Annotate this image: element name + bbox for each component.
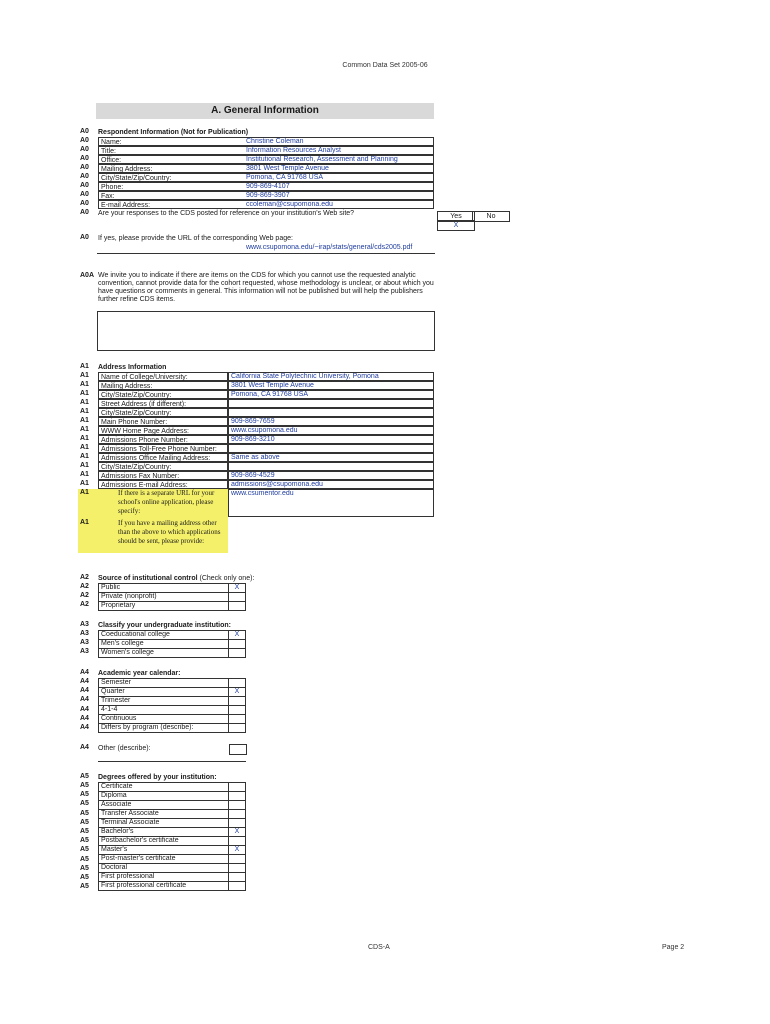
a1-row-label: City/State/Zip/Country: <box>98 390 228 399</box>
a0-heading: Respondent Information (Not for Publication) <box>98 129 249 136</box>
option-checkbox[interactable]: X <box>229 688 246 697</box>
a3-heading-text: Classify your undergraduate institution: <box>98 622 232 629</box>
option-label: 4-1-4 <box>99 706 229 715</box>
a1-row-value[interactable]: 3801 West Temple Avenue <box>231 382 314 389</box>
a1-code: A1 <box>80 390 89 397</box>
option-row <box>99 828 246 837</box>
option-checkbox[interactable]: X <box>229 828 246 837</box>
a2-heading-text: Source of institutional control <box>98 575 198 582</box>
a1-code: A1 <box>80 399 89 406</box>
a1-code: A1 <box>80 519 89 526</box>
option-checkbox[interactable] <box>229 649 246 658</box>
a4-code: A4 <box>80 669 89 676</box>
a1-row-value[interactable]: 909-869-7659 <box>231 418 275 425</box>
a5-code: A5 <box>80 809 89 817</box>
a4-code: A4 <box>80 696 89 704</box>
a0-code: A0 <box>80 173 89 180</box>
a0-code: A0 <box>80 200 89 207</box>
a0-row-label: Mailing Address: <box>98 164 434 173</box>
option-label: Bachelor's <box>99 828 229 837</box>
a1-row-value-cell[interactable] <box>228 462 434 471</box>
option-checkbox[interactable] <box>229 810 246 819</box>
a1-code: A1 <box>80 444 89 451</box>
divider <box>97 253 435 254</box>
option-label: Continuous <box>99 715 229 724</box>
option-label: Coeducational college <box>99 631 229 640</box>
option-checkbox[interactable] <box>229 783 246 792</box>
option-label: Associate <box>99 801 229 810</box>
a1-row-label: Admissions Fax Number: <box>98 471 228 480</box>
option-checkbox[interactable]: X <box>229 846 246 855</box>
a0-url-question: If yes, please provide the URL of the corresponding Web page: <box>98 235 293 242</box>
a1-row-label: WWW Home Page Address: <box>98 426 228 435</box>
a0-row-label: Title: <box>98 146 434 155</box>
option-label: Terminal Associate <box>99 819 229 828</box>
a0-code: A0 <box>80 155 89 162</box>
a1-code: A1 <box>80 363 89 370</box>
a0-row-label: Phone: <box>98 182 434 191</box>
option-row <box>99 819 246 828</box>
a0-code: A0 <box>80 146 89 153</box>
a4-other-line <box>98 761 246 762</box>
a1-row-value[interactable]: California State Polytechnic University, Pomona <box>231 373 379 380</box>
a0a-code: A0A <box>80 272 95 279</box>
section-title: A. General Information <box>96 103 434 119</box>
option-row <box>99 837 246 846</box>
a1-row-value[interactable]: 909-869-3210 <box>231 436 275 443</box>
option-row <box>99 715 246 724</box>
a4-heading-text: Academic year calendar: <box>98 670 181 677</box>
option-row <box>99 810 246 819</box>
option-label: Proprietary <box>99 602 229 611</box>
option-row <box>99 783 246 792</box>
a4-code: A4 <box>80 678 89 685</box>
option-row <box>99 649 246 658</box>
online-app-question: If there is a separate URL for your school's online application, please specify: <box>118 489 215 515</box>
a1-row-value[interactable]: Same as above <box>231 454 280 461</box>
a0-code: A0 <box>80 164 89 171</box>
a1-row-label: Mailing Address: <box>98 381 228 390</box>
a3-code: A3 <box>80 648 89 656</box>
option-row <box>99 873 246 882</box>
option-checkbox[interactable] <box>229 593 246 602</box>
a2-options-table <box>98 583 246 611</box>
a3-code: A3 <box>80 621 89 628</box>
a1-code: A1 <box>80 480 89 487</box>
a0-row-value[interactable]: Pomona, CA 91768 USA <box>246 174 324 181</box>
a4-code: A4 <box>80 724 89 731</box>
a1-row-value-cell[interactable] <box>228 444 434 453</box>
a3-options-table <box>98 630 246 658</box>
a1-row-label: City/State/Zip/Country: <box>98 462 228 471</box>
a1-row-value[interactable]: Pomona, CA 91768 USA <box>231 391 309 398</box>
a2-code: A2 <box>80 592 89 600</box>
option-row <box>99 640 246 649</box>
option-checkbox[interactable] <box>229 706 246 715</box>
a0-row-label: Office: <box>98 155 434 164</box>
a1-code: A1 <box>80 372 89 379</box>
a4-heading <box>98 669 181 678</box>
yes-option[interactable]: Yes <box>437 211 475 222</box>
a3-code: A3 <box>80 630 89 637</box>
option-label: First professional <box>99 873 229 882</box>
a0-web-question: Are your responses to the CDS posted for reference on your institution's Web site? <box>98 210 355 217</box>
a1-row-label: Admissions E-mail Address: <box>98 480 228 489</box>
a2-code: A2 <box>80 601 89 609</box>
a2-heading-note: (Check only one): <box>197 575 255 582</box>
option-checkbox[interactable] <box>229 679 246 688</box>
page-header: Common Data Set 2005-06 <box>342 62 428 69</box>
a5-code: A5 <box>80 874 89 881</box>
a0-row-value[interactable]: Institutional Research, Assessment and Planning <box>246 156 398 163</box>
option-checkbox[interactable] <box>229 819 246 828</box>
a1-code: A1 <box>80 426 89 433</box>
a0-row-value[interactable]: Christine Coleman <box>246 138 304 145</box>
option-checkbox[interactable] <box>229 864 246 873</box>
a4-other-label: Other (describe): <box>98 745 151 752</box>
no-option[interactable]: No <box>472 211 510 222</box>
yes-mark[interactable]: X <box>437 220 475 231</box>
a1-row-value-cell[interactable] <box>228 399 434 408</box>
a1-code: A1 <box>80 417 89 424</box>
option-row <box>99 697 246 706</box>
a1-row-label: City/State/Zip/Country: <box>98 408 228 417</box>
option-row <box>99 882 246 891</box>
a5-options-table <box>98 782 246 891</box>
option-label: Trimester <box>99 697 229 706</box>
option-checkbox[interactable]: X <box>229 631 246 640</box>
option-row <box>99 631 246 640</box>
a4-code: A4 <box>80 705 89 713</box>
option-checkbox[interactable] <box>229 855 246 864</box>
a1-code: A1 <box>80 381 89 388</box>
a5-code: A5 <box>80 782 89 789</box>
a5-code: A5 <box>80 864 89 872</box>
option-row <box>99 602 246 611</box>
a1-row-label: Main Phone Number: <box>98 417 228 426</box>
a4-code: A4 <box>80 744 89 751</box>
option-row <box>99 801 246 810</box>
a3-code: A3 <box>80 639 89 647</box>
a1-heading: Address Information <box>98 364 167 371</box>
a0-url-value[interactable]: www.csupomona.edu/~irap/stats/general/cds2005.pdf <box>246 244 413 251</box>
a5-code: A5 <box>80 773 89 780</box>
option-checkbox[interactable] <box>229 602 246 611</box>
a0-row-value[interactable]: 3801 West Temple Avenue <box>246 165 329 172</box>
a0-row-label: Name: <box>98 137 434 146</box>
option-checkbox[interactable]: X <box>229 584 246 593</box>
option-checkbox[interactable] <box>229 882 246 891</box>
option-label: Men's college <box>99 640 229 649</box>
a1-row-label: Admissions Toll-Free Phone Number: <box>98 444 228 453</box>
a1-code: A1 <box>80 453 89 460</box>
online-app-value[interactable]: www.csumentor.edu <box>231 490 294 497</box>
a0-code: A0 <box>80 209 89 216</box>
option-label: First professional certificate <box>99 882 229 891</box>
a5-code: A5 <box>80 846 89 854</box>
option-row <box>99 846 246 855</box>
option-checkbox[interactable] <box>229 792 246 801</box>
option-checkbox[interactable] <box>229 873 246 882</box>
a1-row-value[interactable]: 909-869-4529 <box>231 472 275 479</box>
a0-code: A0 <box>80 128 89 135</box>
option-row <box>99 679 246 688</box>
a1-row-label: Admissions Office Mailing Address: <box>98 453 228 462</box>
option-label: Transfer Associate <box>99 810 229 819</box>
a1-code: A1 <box>80 462 89 469</box>
a0-code: A0 <box>80 137 89 144</box>
a1-row-label: Street Address (if different): <box>98 399 228 408</box>
option-row <box>99 706 246 715</box>
a2-code: A2 <box>80 583 89 590</box>
option-label: Postbachelor's certificate <box>99 837 229 846</box>
option-row <box>99 855 246 864</box>
option-row <box>99 688 246 697</box>
a1-row-label: Admissions Phone Number: <box>98 435 228 444</box>
a0-code: A0 <box>80 234 89 241</box>
a4-code: A4 <box>80 687 89 695</box>
a0-row-label: City/State/Zip/Country: <box>98 173 434 182</box>
a0a-text: We invite you to indicate if there are items on the CDS for which you cannot use the requested analytic convention, cannot provide data for the cohort requested, whose methodology is unclear, or about which you have questions or comments in general. This information will not be published but will help the publishers further refine CDS items. <box>98 272 434 303</box>
a4-code: A4 <box>80 714 89 722</box>
option-checkbox[interactable] <box>229 801 246 810</box>
a1-row-value-cell[interactable] <box>228 408 434 417</box>
a5-code: A5 <box>80 883 89 891</box>
a0-row-value[interactable]: ccoleman@csupomona.edu <box>246 201 333 208</box>
option-label: Certificate <box>99 783 229 792</box>
option-label: Women's college <box>99 649 229 658</box>
option-row <box>99 792 246 801</box>
option-row <box>99 584 246 593</box>
a1-code: A1 <box>80 489 89 496</box>
option-row <box>99 593 246 602</box>
footer-center: CDS-A <box>368 944 390 951</box>
a1-row-value[interactable]: admissions@csupomona.edu <box>231 481 323 488</box>
a5-heading-text: Degrees offered by your institution: <box>98 774 217 781</box>
a5-code: A5 <box>80 791 89 799</box>
option-checkbox[interactable] <box>229 724 246 733</box>
a0-row-value[interactable]: 909-869-4107 <box>246 183 290 190</box>
a5-heading <box>98 773 217 782</box>
a2-heading <box>98 574 254 583</box>
option-label: Semester <box>99 679 229 688</box>
a0-code: A0 <box>80 191 89 198</box>
option-checkbox[interactable] <box>229 837 246 846</box>
footer-page: Page 2 <box>662 944 685 951</box>
a1-code: A1 <box>80 471 89 478</box>
a0-row-label: E-mail Address: <box>98 200 434 209</box>
option-checkbox[interactable] <box>229 715 246 724</box>
option-label: Differs by program (describe): <box>99 724 229 733</box>
a0-row-label: Fax: <box>98 191 434 200</box>
option-row <box>99 864 246 873</box>
option-label: Diploma <box>99 792 229 801</box>
a5-code: A5 <box>80 828 89 835</box>
option-checkbox[interactable] <box>229 697 246 706</box>
a0-code: A0 <box>80 182 89 189</box>
option-label: Public <box>99 584 229 593</box>
a5-code: A5 <box>80 800 89 808</box>
a1-row-label: Name of College/University: <box>98 372 228 381</box>
a3-heading <box>98 621 231 630</box>
a1-code: A1 <box>80 435 89 442</box>
option-checkbox[interactable] <box>229 640 246 649</box>
option-label: Post-master's certificate <box>99 855 229 864</box>
a5-code: A5 <box>80 818 89 826</box>
a1-row-value[interactable]: www.csupomona.edu <box>231 427 298 434</box>
option-row <box>99 724 246 733</box>
a4-options-table <box>98 678 246 733</box>
a5-code: A5 <box>80 837 89 845</box>
option-label: Master's <box>99 846 229 855</box>
option-label: Quarter <box>99 688 229 697</box>
a2-code: A2 <box>80 574 89 581</box>
option-label: Private (nonprofit) <box>99 593 229 602</box>
a4-other-checkbox[interactable] <box>229 744 247 755</box>
a0-row-value[interactable]: 909-869-3907 <box>246 192 290 199</box>
option-label: Doctoral <box>99 864 229 873</box>
a0a-comment-box[interactable] <box>97 311 435 351</box>
mail-app-question: If you have a mailing address other than the above to which applications should be sent, please provide: <box>118 519 221 545</box>
a0-row-value[interactable]: Information Resources Analyst <box>246 147 341 154</box>
a1-code: A1 <box>80 408 89 415</box>
a5-code: A5 <box>80 855 89 863</box>
